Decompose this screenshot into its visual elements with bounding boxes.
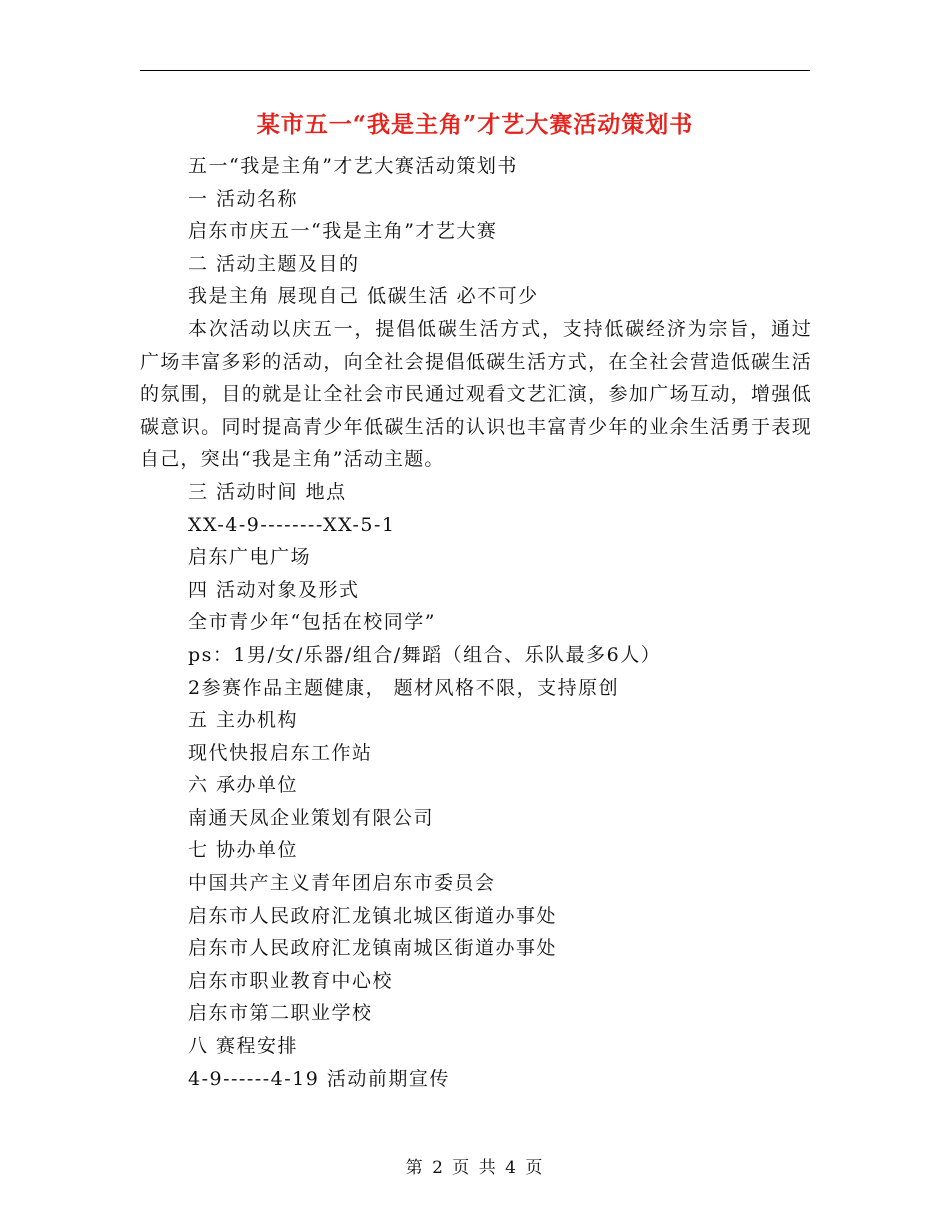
body-line: 启东市人民政府汇龙镇北城区街道办事处 bbox=[188, 904, 558, 927]
section-heading-schedule: 八 赛程安排 bbox=[188, 1035, 299, 1058]
body-line: 南通天凤企业策划有限公司 bbox=[188, 806, 435, 829]
body-line: 启东广电广场 bbox=[188, 546, 312, 569]
document-title: 某市五一“我是主角”才艺大赛活动策划书 bbox=[256, 111, 694, 138]
document-body bbox=[140, 150, 812, 1095]
section-heading-undertaker: 六 承办单位 bbox=[188, 774, 299, 797]
body-line: 现代快报启东工作站 bbox=[188, 741, 373, 764]
body-line: 4-9------4-19 活动前期宣传 bbox=[188, 1067, 450, 1090]
body-line: 我是主角 展现自己 低碳生活 必不可少 bbox=[188, 285, 539, 308]
body-line: 五一“我是主角”才艺大赛活动策划书 bbox=[188, 155, 518, 177]
section-heading-time-place: 三 活动时间 地点 bbox=[188, 480, 347, 503]
body-line: 2参赛作品主题健康， 题材风格不限，支持原创 bbox=[188, 676, 620, 699]
body-line: XX-4-9--------XX-5-1 bbox=[188, 513, 396, 536]
body-line: 启东市人民政府汇龙镇南城区街道办事处 bbox=[188, 937, 558, 960]
body-line: 中国共产主义青年团启东市委员会 bbox=[188, 872, 496, 895]
section-heading-name: 一 活动名称 bbox=[188, 187, 299, 210]
body-paragraph: 本次活动以庆五一，提倡低碳生活方式，支持低碳经济为宗旨，通过广场丰富多彩的活动，向全社会提倡低碳生活方式，在全社会营造低碳生活的氛围，目的就是让全社会市民通过观看文艺汇演，参加广场互动，增强低碳意识。同时提高青少年低碳生活的认识也丰富青少年的业余生活勇于表现自己，突出“我是主角”活动主题。 bbox=[140, 317, 812, 471]
body-line: 启东市庆五一“我是主角”才艺大赛 bbox=[188, 220, 498, 243]
section-heading-organizer: 五 主办机构 bbox=[188, 709, 299, 732]
header-rule bbox=[140, 70, 810, 71]
body-line: 启东市职业教育中心校 bbox=[188, 969, 394, 992]
body-line: 全市青少年“包括在校同学” bbox=[188, 611, 436, 634]
body-line: 启东市第二职业学校 bbox=[188, 1002, 373, 1025]
section-heading-audience: 四 活动对象及形式 bbox=[188, 578, 360, 601]
section-heading-theme: 二 活动主题及目的 bbox=[188, 252, 360, 275]
page-number: 第 2 页 共 4 页 bbox=[405, 1158, 545, 1178]
section-heading-co-organizer: 七 协办单位 bbox=[188, 839, 299, 862]
body-line: ps：1男/女/乐器/组合/舞蹈（组合、乐队最多6人） bbox=[188, 643, 662, 666]
